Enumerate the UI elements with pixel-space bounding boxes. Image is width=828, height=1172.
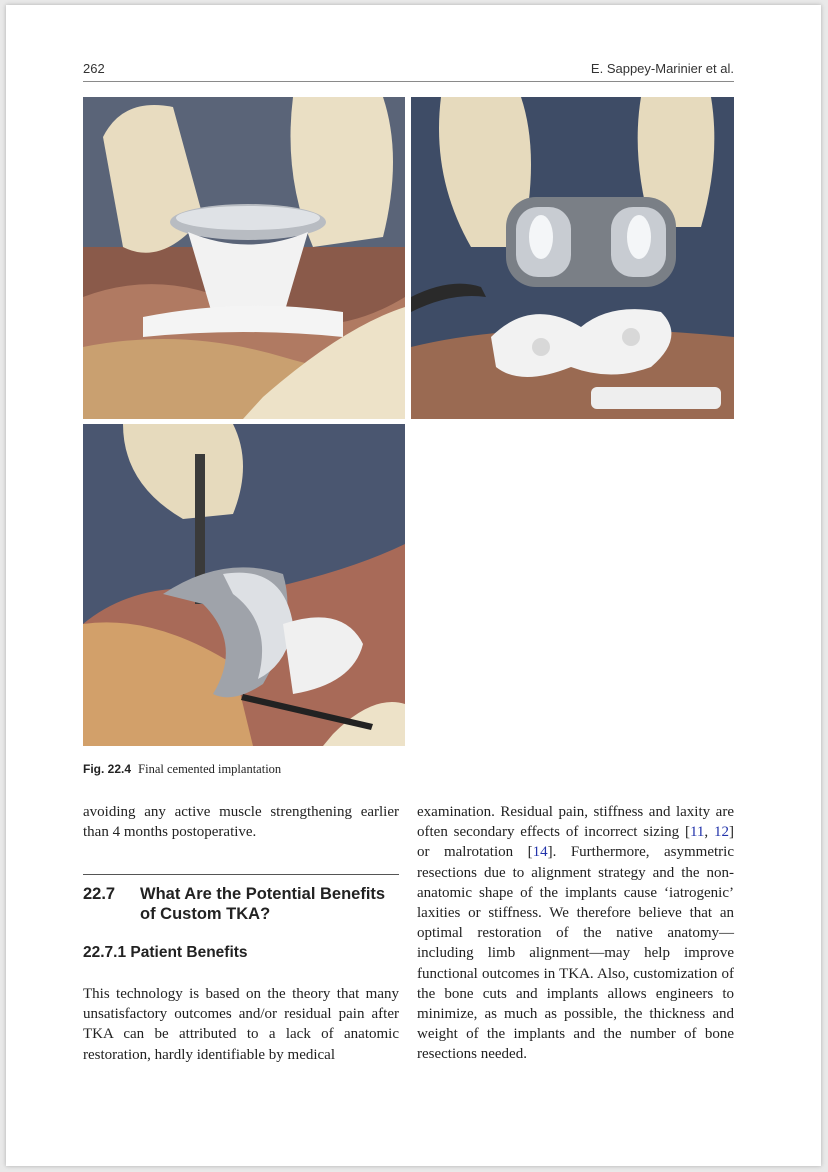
right-text-c: ]. Furthermore, asymmetric resections due to alignment strategy and the non-anatomic shape of the implants cause ‘iatrogenic’ laxities or stiffness. We therefore believe that an optimal restoration of the native anatomy—including limb alignment—may help improve functional outcomes in TKA. Also, customization of the bone cuts and implants allows engineers to minimize, as much as possible, the thickness and weight of the implants and the number of bone resections needed.: [417, 844, 734, 1063]
figure-label: Fig. 22.4: [83, 762, 132, 776]
citation-link-11[interactable]: 11: [689, 824, 705, 841]
running-header: [83, 59, 734, 82]
section-number: 22.7: [83, 885, 116, 903]
surgical-photo-femoral-component: [411, 97, 734, 419]
citation-link-12[interactable]: 12: [714, 824, 729, 841]
surgical-photo-tibial-component: [83, 97, 405, 419]
figure-caption: [83, 762, 483, 777]
subsection-heading: 22.7.1 Patient Benefits: [83, 944, 248, 961]
section-rule: [83, 874, 399, 875]
right-paragraph: [417, 802, 734, 1065]
page-number: 262: [83, 61, 105, 76]
left-paragraph-1: avoiding any active muscle strengthening earlier than 4 months postoperative.: [83, 804, 399, 841]
left-paragraph-2: This technology is based on the theory that many unsatisfactory outcomes and/or residual pain after TKA can be attributed to a lack of anatomic restoration, hardly identifiable by medical: [83, 986, 399, 1063]
figure-caption-text: Final cemented implantation: [138, 762, 282, 776]
right-text-a: examination. Residual pain, stiffness and laxity are often secondary effects of incorrect sizing [: [417, 804, 734, 841]
citation-link-14[interactable]: 14: [532, 844, 548, 861]
running-header-authors: E. Sappey-Marinier et al.: [590, 61, 734, 76]
left-column: [83, 802, 399, 842]
right-text-b: ] or malrotation [: [417, 824, 734, 861]
section-title: What Are the Potential Benefits of Custom TKA?: [140, 885, 386, 923]
right-column: [417, 802, 734, 1065]
citation-separator: ,: [704, 824, 714, 841]
surgical-photo-final-impaction: [83, 424, 405, 746]
